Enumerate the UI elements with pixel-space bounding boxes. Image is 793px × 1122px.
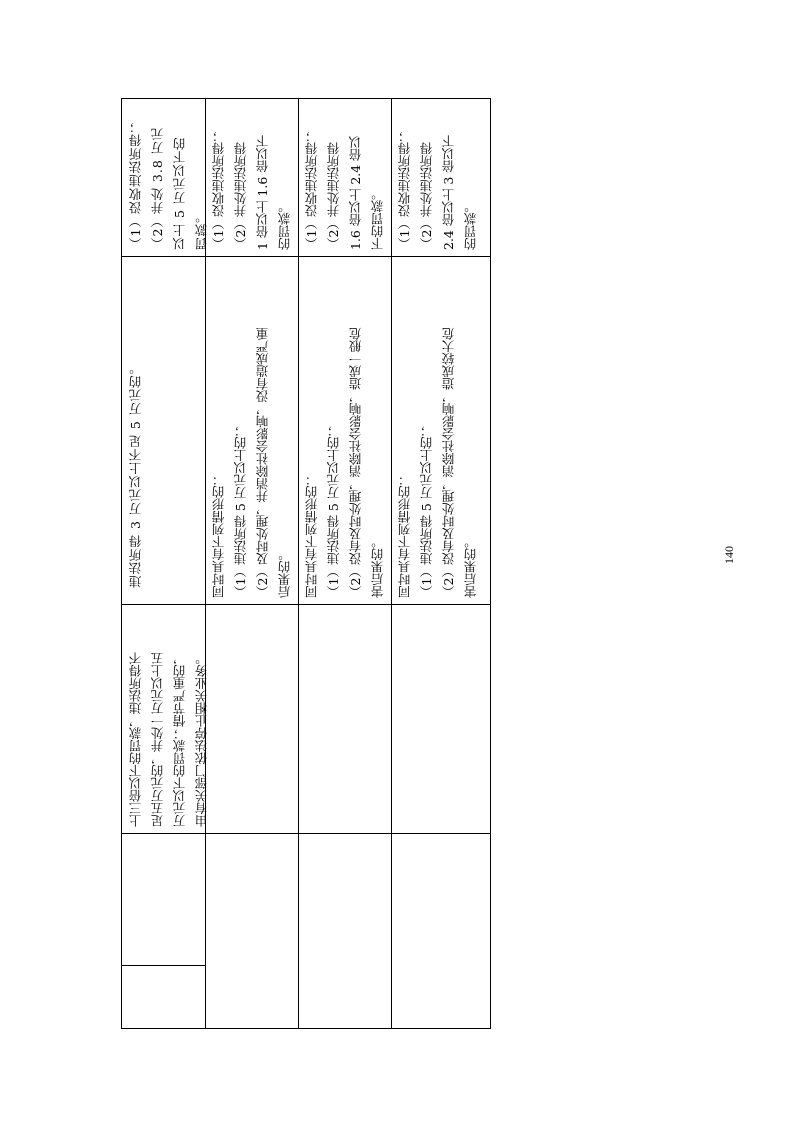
penalty-cell xyxy=(391,99,490,256)
condition-line: （2）没有及时处理，消除社会影响，造成一般危 xyxy=(348,327,363,598)
penalty-line: （2）并处违法所得 xyxy=(233,142,248,250)
condition-line: （1）违法所得 5 万元以上的； xyxy=(233,424,248,598)
condition-cell xyxy=(205,256,298,604)
penalty-line: 的罚款。 xyxy=(463,200,478,250)
penalty-cell xyxy=(298,99,391,256)
condition-line: 同时具有下列情形的： xyxy=(304,473,319,598)
penalty-line: （2）并处违法所得 xyxy=(326,142,341,250)
condition-line: （1）违法所得 5 万元以上的； xyxy=(326,424,341,598)
penalty-line: 1.6 倍以上 2.4 倍以 xyxy=(348,135,363,250)
penalty-line: （1）没收违法所得； xyxy=(397,129,412,250)
penalty-line: （1）没收违法所得； xyxy=(304,129,319,250)
penalty-line: （1）没收违法所得； xyxy=(128,119,143,250)
condition-cell xyxy=(298,256,391,604)
basis-line: 足五万元的，并处一万元以上五 xyxy=(150,652,165,827)
condition-line: 同时具有下列情形的： xyxy=(397,473,412,598)
condition-line: （1）违法所得 5 万元以上的； xyxy=(419,424,434,598)
penalty-line: （2）并处 3.8 万元 xyxy=(150,127,165,250)
penalty-line: 罚款。 xyxy=(194,209,209,250)
penalty-line: 的罚款。 xyxy=(277,200,292,250)
penalty-cell xyxy=(205,99,298,256)
condition-line: 后果的。 xyxy=(277,548,292,598)
basis-line: 由有关部门依法停止相关业务。 xyxy=(194,652,209,827)
basis-cell xyxy=(122,604,209,833)
condition-cell xyxy=(122,256,205,604)
penalty-table xyxy=(121,98,491,1029)
penalty-line: 下的罚款。 xyxy=(370,187,385,250)
penalty-line: 2.4 倍以上 3 倍以下 xyxy=(441,135,456,250)
condition-line: 同时具有下列情形的： xyxy=(211,473,226,598)
penalty-cell xyxy=(122,99,209,256)
page-number: 140 xyxy=(722,546,736,564)
penalty-line: 1 倍以上 1.6 倍以下 xyxy=(255,135,270,250)
condition-line: （2）及时处理，并消除社会影响，没有造成严重 xyxy=(255,327,270,598)
penalty-line: 以上 5 万元以下的 xyxy=(172,136,187,250)
condition-line: 违法所得 3 万元以上不足 5 万元的。 xyxy=(128,361,143,588)
basis-line: 上三倍以下的罚款，违法所得不 xyxy=(128,652,143,827)
basis-line: 万元以下的罚款；情节严重的， xyxy=(172,652,187,827)
condition-line: （2）没有及时处理，消除社会影响，造成较大危 xyxy=(441,327,456,598)
condition-cell xyxy=(391,256,490,604)
penalty-line: （1）没收违法所得； xyxy=(211,129,226,250)
condition-line: 害后果的。 xyxy=(463,535,478,598)
penalty-line: （2）并处违法所得 xyxy=(419,142,434,250)
condition-line: 害后果的。 xyxy=(370,535,385,598)
